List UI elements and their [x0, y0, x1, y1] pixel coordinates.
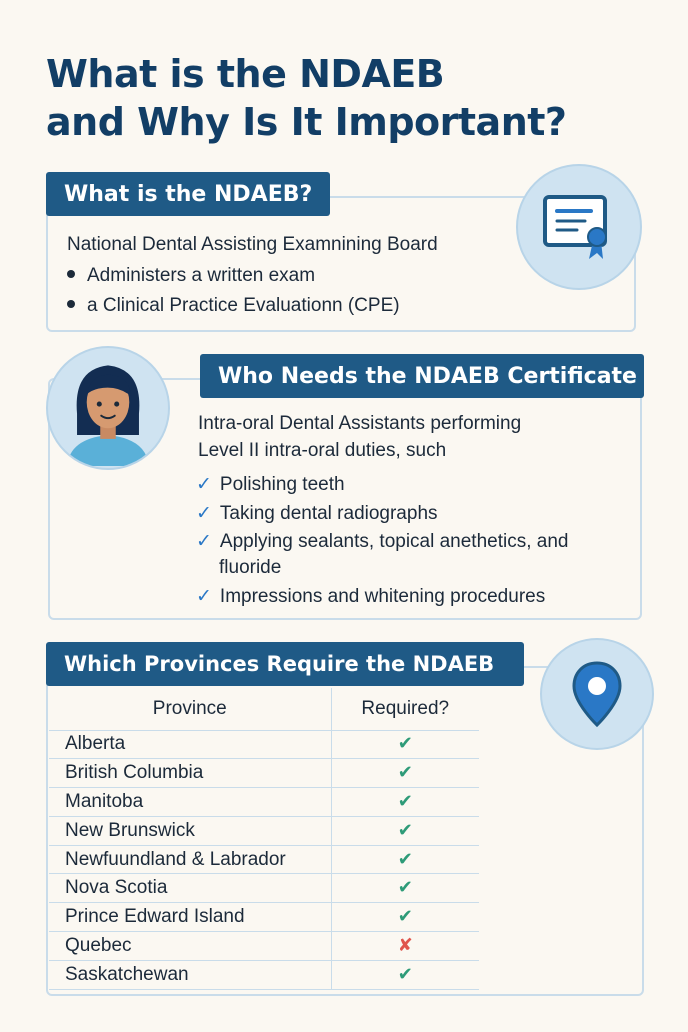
required-status	[331, 730, 479, 759]
province-name: British Columbia	[49, 759, 331, 788]
province-name: Nova Scotia	[49, 874, 331, 903]
who-check-1-text: Polishing teeth	[219, 474, 345, 495]
table-row	[49, 932, 479, 961]
who-intro-line-1: Intra-oral Dental Assistants performing	[198, 413, 522, 434]
province-name: Prince Edward Island	[49, 903, 331, 932]
provinces-table-body	[49, 730, 479, 989]
check-icon: ✓	[196, 502, 212, 524]
table-row	[49, 845, 479, 874]
who-check-4	[196, 585, 545, 608]
who-connector	[162, 378, 202, 380]
who-intro-line-2: Level II intra-oral duties, such	[198, 440, 447, 461]
green-check-icon: ✔	[397, 762, 413, 784]
province-name: Alberta	[49, 730, 331, 759]
who-check-3-continued: fluoride	[219, 557, 282, 578]
province-name: Saskatchewan	[49, 960, 331, 989]
who-check-2	[196, 502, 438, 525]
table-row	[49, 788, 479, 817]
who-heading: Who Needs the NDAEB Certificate	[200, 354, 644, 398]
what-heading: What is the NDAEB?	[46, 172, 330, 216]
province-column-header: Province	[49, 688, 331, 730]
check-icon: ✓	[196, 473, 212, 495]
what-bullet-2	[67, 295, 400, 317]
provinces-table	[49, 688, 479, 990]
required-status	[331, 759, 479, 788]
provinces-connector	[522, 666, 548, 668]
page-title	[46, 50, 666, 146]
title-line-2: and Why Is It Important?	[46, 100, 567, 144]
table-row	[49, 960, 479, 989]
table-row	[49, 816, 479, 845]
green-check-icon: ✔	[397, 733, 413, 755]
check-icon: ✓	[196, 585, 212, 607]
table-row	[49, 874, 479, 903]
green-check-icon: ✔	[397, 963, 413, 985]
who-check-4-text: Impressions and whitening procedures	[219, 586, 546, 607]
certificate-icon	[516, 164, 642, 290]
green-check-icon: ✔	[397, 848, 413, 870]
required-status	[331, 960, 479, 989]
table-row	[49, 903, 479, 932]
required-column-header: Required?	[331, 688, 479, 730]
table-row	[49, 759, 479, 788]
required-status	[331, 816, 479, 845]
red-cross-icon: ✘	[397, 934, 413, 956]
who-check-3-text: Applying sealants, topical anethetics, and	[219, 531, 569, 552]
what-intro: National Dental Assisting Examnining Board	[67, 234, 438, 255]
check-icon: ✓	[196, 530, 212, 552]
provinces-heading: Which Provinces Require the NDAEB	[46, 642, 524, 686]
who-check-3	[196, 530, 568, 553]
required-status	[331, 845, 479, 874]
what-connector	[364, 196, 524, 198]
what-bullet-1-text: Administers a written exam	[87, 265, 316, 286]
bullet-dot-icon	[67, 300, 75, 308]
green-check-icon: ✔	[397, 906, 413, 928]
required-status	[331, 874, 479, 903]
green-check-icon: ✔	[397, 790, 413, 812]
table-header-row	[49, 688, 479, 730]
green-check-icon: ✔	[397, 819, 413, 841]
what-bullet-2-text: a Clinical Practice Evaluationn (CPE)	[87, 295, 400, 316]
province-name: Newfuundland & Labrador	[49, 845, 331, 874]
who-check-2-text: Taking dental radiographs	[219, 503, 438, 524]
province-name: Manitoba	[49, 788, 331, 817]
province-name: Quebec	[49, 932, 331, 961]
title-line-1: What is the NDAEB	[46, 52, 445, 96]
province-name: New Brunswick	[49, 816, 331, 845]
green-check-icon: ✔	[397, 877, 413, 899]
assistant-avatar-icon	[46, 346, 170, 470]
what-bullet-1	[67, 265, 315, 287]
table-row	[49, 730, 479, 759]
bullet-dot-icon	[67, 270, 75, 278]
required-status	[331, 788, 479, 817]
who-check-1	[196, 473, 345, 496]
required-status	[331, 903, 479, 932]
required-status	[331, 932, 479, 961]
location-pin-icon	[540, 638, 654, 750]
